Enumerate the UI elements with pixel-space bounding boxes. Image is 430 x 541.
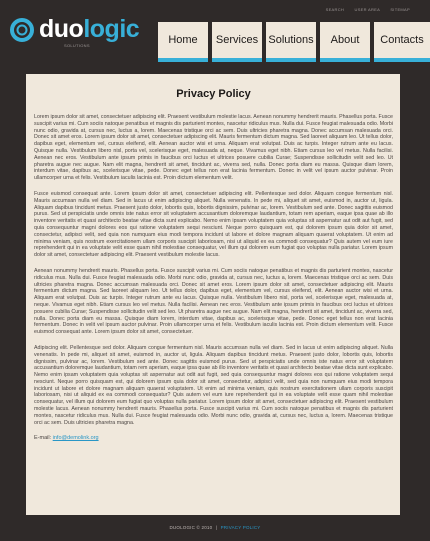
nav-item-about[interactable]: About: [320, 22, 370, 62]
logo-name-part2: logic: [83, 15, 140, 43]
email-line: [34, 435, 393, 441]
user-area-link[interactable]: USER AREA: [354, 7, 380, 12]
logo-tagline: SOLUTIONS: [64, 43, 90, 48]
paragraph: Lorem ipsum dolor sit amet, consectetuer adipiscing elit. Praesent vestibulum molestie lacus. Aenean nonummy hendrerit mauris. Phasellus porta. Fusce suscipit varius mi. Cum sociis natoque penatibus et magnis dis parturient montes, nascetur ridiculus mus. Nulla dui. Fusce feugiat malesuada odio. Morbi nunc odio, gravida at, cursus nec, luctus a, lorem. Maecenas tristique orci ac sem. Duis ultricies pharetra magna. Donec accumsan malesuada orci. Donec sit amet eros. Lorem ipsum dolor sit amet, consectetuer adipiscing elit. Mauris fermentum dictum magna. Sed laoreet aliquam leo. Ut tellus dolor, dapibus eget, elementum vel, cursus eleifend, elit. Aenean auctor wisi et urna. Aliquam erat volutpat. Duis ac turpis. Integer rutrum ante eu lacus. Quisque nulla. Vestibulum libero nisl, porta vel, scelerisque eget, malesuada at, neque. Vivamus eget nibh. Etiam cursus leo vel metus. Nulla facilisi. Aenean nec eros. Vestibulum ante ipsum primis in faucibus orci luctus et ultrices posuere cubilia Curae; Suspendisse sollicitudin velit sed leo. Ut pharetra augue nec augue. Nam elit magna, hendrerit sit amet, tincidunt ac, viverra sed, nulla. Donec porta diam eu massa. Quisque diam lorem, interdum vitae, dapibus ac, scelerisque vitae, pede. Donec eget tellus non erat lacinia fermentum. Donec in velit vel ipsum auctor pulvinar. Proin ullamcorper urna et felis. Vestibulum iaculis lacinia est. Proin dictum elementum velit.: [34, 114, 393, 182]
search-link[interactable]: SEARCH: [325, 7, 345, 12]
logo-name-part1: duo: [39, 15, 84, 43]
footer-separator: |: [215, 525, 218, 530]
footer-copyright: © 2010: [196, 525, 213, 530]
privacy-policy-link[interactable]: PRIVACY POLICY: [220, 525, 261, 530]
content-panel: [26, 74, 400, 515]
header: [0, 0, 430, 74]
email-label: E-mail:: [34, 435, 52, 442]
nav-item-solutions[interactable]: Solutions: [266, 22, 316, 62]
main-nav: [158, 22, 430, 62]
paragraph: Adipiscing elit. Pellentesque sed dolor. Aliquam congue fermentum nisl. Mauris accumsan nulla vel diam. Sed in lacus ut enim adipiscing aliquet. Nulla venenatis. In pede mi, aliquet sit amet, euismod in, auctor ut, ligula. Aliquam dapibus tincidunt metus. Praesent justo dolor, lobortis quis, lobortis dignissim, pulvinar ac, lorem. Vestibulum sed ante. Donec sagittis euismod purus. Sed ut perspiciatis unde omnis iste natus error sit voluptatem accusantium doloremque laudantium, totam rem aperiam, eaque ipsa quae ab illo inventore veritatis et quasi architecto beatae vitae dicta sunt explicabo. Nemo enim ipsam voluptatem quia voluptas sit aspernatur aut odit aut fugit, sed quia consequuntur magni dolores eos qui ratione voluptatem sequi nesciunt. Neque porro quisquam est, qui dolorem ipsum quia dolor sit amet, consectetur, adipisci velit, sed quia non numquam eius modi tempora incidunt ut labore et dolore magnam aliquam quaerat voluptatem. Ut enim ad minima veniam, quis nostrum exercitationem ullam corporis suscipit laboriosam, nisi ut aliquid ex ea commodi consequatur? Quis autem vel eum iure reprehenderit qui in ea voluptate velit esse quam nihil molestiae consequatur, vel illum qui dolorem eum fugiat quo voluptas nulla pariatur. Lorem ipsum dolor sit amet, consectetuer adipiscing elit. Praesent vestibulum molestie lacus. Aenean nonummy hendrerit mauris. Phasellus porta. Fusce suscipit varius mi. Cum sociis natoque penatibus et magnis dis parturient montes, nascetur ridiculus mus. Nulla dui. Fusce feugiat malesuada odio. Morbi nunc odio, gravida at, cursus nec, luctus a, lorem. Maecenas tristique orci ac sem. Duis ultricies pharetra magna.: [34, 344, 393, 426]
nav-item-home[interactable]: Home: [158, 22, 208, 62]
top-links: [317, 7, 410, 12]
page-title: Privacy Policy: [176, 88, 251, 100]
sitemap-link[interactable]: SITEMAP: [390, 7, 410, 12]
logo-name: [39, 15, 139, 44]
logo[interactable]: [9, 14, 149, 48]
nav-item-contacts[interactable]: Contacts: [374, 22, 430, 62]
nav-item-services[interactable]: Services: [212, 22, 262, 62]
paragraph: Fusce euismod consequat ante. Lorem ipsum dolor sit amet, consectetuer adipiscing elit. Pellentesque sed dolor. Aliquam congue fermentum nisl. Mauris accumsan nulla vel diam. Sed in lacus ut enim adipiscing aliquet. Nulla venenatis. In pede mi, aliquet sit amet, euismod in, auctor ut, ligula. Aliquam dapibus tincidunt metus. Praesent justo dolor, lobortis quis, lobortis dignissim, pulvinar ac, lorem. Vestibulum sed ante. Donec sagittis euismod purus. Sed ut perspiciatis unde omnis iste natus error sit voluptatem accusantium doloremque laudantium, totam rem aperiam, eaque ipsa quae ab illo inventore veritatis et quasi architecto beatae vitae dicta sunt explicabo. Nemo enim ipsam voluptatem quia voluptas sit aspernatur aut odit aut fugit, sed quia consequuntur magni dolores eos qui ratione voluptatem sequi nesciunt. Neque porro quisquam est, qui dolorem ipsum quia dolor sit amet, consectetur, adipisci velit, sed quia non numquam eius modi tempora incidunt ut labore et dolore magnam aliquam quaerat voluptatem. Ut enim ad minima veniam, quis nostrum exercitationem ullam corporis suscipit laboriosam, nisi ut aliquid ex ea commodi consequatur? Quis autem vel eum iure reprehenderit qui in ea voluptate velit esse quam nihil molestiae consequatur, vel illum qui dolorem eum fugiat quo voluptas nulla pariatur. Lorem ipsum dolor sit amet, consectetuer adipiscing elit. Praesent vestibulum molestie lacus.: [34, 190, 393, 259]
footer: [0, 515, 430, 541]
footer-brand: DUOLOGIC: [169, 525, 196, 530]
logo-ring-icon: [9, 17, 35, 43]
paragraph: Aenean nonummy hendrerit mauris. Phasellus porta. Fusce suscipit varius mi. Cum sociis natoque penatibus et magnis dis parturient montes, nascetur ridiculus mus. Nulla dui. Fusce feugiat malesuada odio. Morbi nunc odio, gravida at, cursus nec, luctus a, lorem. Maecenas tristique orci ac sem. Duis ultricies pharetra magna. Donec accumsan malesuada orci. Donec sit amet eros. Lorem ipsum dolor sit amet, consectetuer adipiscing elit. Mauris fermentum dictum magna. Sed laoreet aliquam leo. Ut tellus dolor, dapibus eget, elementum vel, cursus eleifend, elit. Aenean auctor wisi et urna. Aliquam erat volutpat. Duis ac turpis. Integer rutrum ante eu lacus. Quisque nulla. Vestibulum libero nisl, porta vel, scelerisque eget, malesuada at, neque. Vivamus eget nibh. Etiam cursus leo vel metus. Nulla facilisi. Aenean nec eros. Vestibulum ante ipsum primis in faucibus orci luctus et ultrices posuere cubilia Curae; Suspendisse sollicitudin velit sed leo. Ut pharetra augue nec augue. Nam elit magna, hendrerit sit amet, tincidunt ac, viverra sed, nulla. Donec porta diam eu massa. Quisque diam lorem, interdum vitae, dapibus ac, scelerisque vitae, pede. Donec eget tellus non erat lacinia fermentum. Donec in velit vel ipsum auctor pulvinar. Proin ullamcorper urna et felis. Vestibulum iaculis lacinia est. Proin dictum elementum velit. Fusce euismod consequat ante. Lorem ipsum dolor sit amet, consectetuer.: [34, 267, 393, 336]
email-link[interactable]: info@demolink.org: [52, 435, 99, 442]
